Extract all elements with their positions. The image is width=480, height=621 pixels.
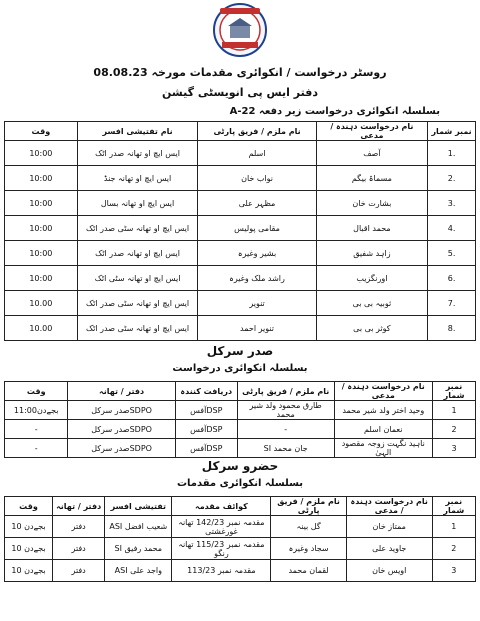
- cell-time: 10:00: [5, 241, 78, 266]
- cell-applicant: جاوید علی: [346, 538, 432, 560]
- cell-time: -: [5, 420, 68, 439]
- cell-applicant: اویس خان: [346, 560, 432, 582]
- cell-accused: لقمان محمد: [271, 560, 346, 582]
- cell-no: 1.: [428, 141, 476, 166]
- cell-time: -: [5, 439, 68, 458]
- table-row: [5, 291, 476, 316]
- cell-case: مقدمہ نمبر 115/23 تھانہ رنگو: [172, 538, 271, 560]
- cell-office: SDPOصدر سرکل: [68, 420, 175, 439]
- cell-no: 1: [433, 401, 476, 420]
- cell-inquirer: DSPآفس: [175, 439, 237, 458]
- table-row: [5, 538, 476, 560]
- table-investigation-requests: [4, 121, 476, 341]
- cell-applicant: زاہد شفیق: [316, 241, 427, 266]
- cell-accused: سجاد وغیرہ: [271, 538, 346, 560]
- col-officer: نام تفتیشی افسر: [77, 122, 198, 141]
- cell-time: 10.00: [5, 316, 78, 341]
- cell-applicant: آصف: [316, 141, 427, 166]
- cell-applicant: بشارت خان: [316, 191, 427, 216]
- office-title: دفتر ایس پی انویسٹی گیشن: [162, 86, 318, 99]
- cell-no: 2.: [428, 166, 476, 191]
- cell-officer: ایس ایچ او تھانہ سٹی اٹک: [77, 266, 198, 291]
- cell-officer: محمد رفیق SI: [105, 538, 172, 560]
- cell-officer: ایس ایچ او تھانہ سٹی صدر اٹک: [77, 316, 198, 341]
- cell-applicant: وحید اختر ولد شیر محمد: [334, 401, 433, 420]
- cell-officer: شعیب افضل ASI: [105, 516, 172, 538]
- cell-accused: مقامی پولیس: [198, 216, 316, 241]
- table-row: [5, 241, 476, 266]
- cell-office: دفتر: [53, 560, 105, 582]
- cell-no: 5.: [428, 241, 476, 266]
- cell-applicant: مسماۃ بیگم: [316, 166, 427, 191]
- col-accused: نام ملزم / فریق پارٹی: [271, 497, 346, 516]
- cell-no: 1: [432, 516, 475, 538]
- table-row: [5, 141, 476, 166]
- col-applicant: نام درخواست دہندہ / مدعی: [334, 382, 433, 401]
- cell-accused: نواب خان: [198, 166, 316, 191]
- table-row: [5, 166, 476, 191]
- col-officer: تفتیشی افسر: [105, 497, 172, 516]
- cell-applicant: کوثر بی بی: [316, 316, 427, 341]
- cell-officer: واجد علی ASI: [105, 560, 172, 582]
- cell-time: 11:00بجےدن: [5, 401, 68, 420]
- section2-title: صدر سرکل: [206, 344, 274, 358]
- table-row: [5, 316, 476, 341]
- table-row: [5, 216, 476, 241]
- cell-officer: ایس ایچ او تھانہ سٹی صدر اٹک: [77, 291, 198, 316]
- cell-accused: تنویر احمد: [198, 316, 316, 341]
- section1-subtitle: بسلسلہ انکوائری درخواست زیر دفعہ A-22: [229, 106, 440, 117]
- cell-accused: گل بینہ: [271, 516, 346, 538]
- cell-time: 10 بجےدن: [5, 516, 53, 538]
- cell-time: 10 بجےدن: [5, 560, 53, 582]
- cell-office: SDPOصدر سرکل: [68, 401, 175, 420]
- cell-no: 3: [433, 439, 476, 458]
- cell-accused: اسلم: [198, 141, 316, 166]
- cell-officer: ایس ایچ او تھانہ بسال: [77, 191, 198, 216]
- table-row: [5, 420, 476, 439]
- cell-time: 10:00: [5, 141, 78, 166]
- cell-no: 4.: [428, 216, 476, 241]
- col-applicant: نام درخواست دہندہ / مدعی: [316, 122, 427, 141]
- table-hazro-circle: [4, 496, 476, 582]
- col-accused: نام ملزم / فریق پارٹی: [237, 382, 334, 401]
- cell-applicant: ممتاز خان: [346, 516, 432, 538]
- table-row: [5, 191, 476, 216]
- col-applicant: نام درخواست دہندہ / مدعی: [346, 497, 432, 516]
- cell-accused: طارق محمود ولد شیر محمد: [237, 401, 334, 420]
- table-header-row: [5, 122, 476, 141]
- cell-time: 10.00: [5, 291, 78, 316]
- cell-office: دفتر: [53, 538, 105, 560]
- col-office: دفتر / تھانہ: [53, 497, 105, 516]
- cell-case: مقدمہ نمبر 113/23: [172, 560, 271, 582]
- section3-subtitle: بسلسلہ انکوائری مقدمات: [176, 478, 304, 489]
- cell-accused: راشد ملک وغیرہ: [198, 266, 316, 291]
- table-row: [5, 516, 476, 538]
- cell-accused: -: [237, 420, 334, 439]
- cell-no: 3: [432, 560, 475, 582]
- table-sadar-circle: [4, 381, 476, 458]
- cell-applicant: اورنگزیب: [316, 266, 427, 291]
- cell-case: مقدمہ نمبر 142/23 تھانہ غورغشتی: [172, 516, 271, 538]
- district-police-logo: [212, 2, 268, 58]
- cell-no: 7.: [428, 291, 476, 316]
- roster-title: روسٹر درخواست / انکوائری مقدمات مورخہ 08.08.23: [93, 66, 387, 79]
- table-header-row: [5, 497, 476, 516]
- cell-time: 10 بجےدن: [5, 538, 53, 560]
- col-office: دفتر / تھانہ: [68, 382, 175, 401]
- cell-no: 2: [433, 420, 476, 439]
- cell-no: 2: [432, 538, 475, 560]
- cell-applicant: ثوبیہ بی بی: [316, 291, 427, 316]
- cell-applicant: ناہید نگہت زوجہ مقصود الہیٰ: [334, 439, 433, 458]
- cell-applicant: نعمان اسلم: [334, 420, 433, 439]
- cell-applicant: محمد اقبال: [316, 216, 427, 241]
- cell-no: 3.: [428, 191, 476, 216]
- col-case: کوائف مقدمہ: [172, 497, 271, 516]
- col-inquirer: دریافت کنندہ: [175, 382, 237, 401]
- col-serial: نمبر شمار: [432, 497, 475, 516]
- cell-no: 8.: [428, 316, 476, 341]
- cell-time: 10:00: [5, 266, 78, 291]
- table-row: [5, 266, 476, 291]
- cell-officer: ایس ایچ او تھانہ جنڈ: [77, 166, 198, 191]
- col-time: وقت: [5, 382, 68, 401]
- col-accused: نام ملزم / فریق پارٹی: [198, 122, 316, 141]
- cell-officer: ایس ایچ او تھانہ صدر اٹک: [77, 141, 198, 166]
- cell-office: دفتر: [53, 516, 105, 538]
- col-serial: نمبر شمار: [428, 122, 476, 141]
- cell-accused: مظہر علی: [198, 191, 316, 216]
- cell-accused: جان محمد SI: [237, 439, 334, 458]
- cell-office: SDPOصدر سرکل: [68, 439, 175, 458]
- cell-time: 10:00: [5, 166, 78, 191]
- table-row: [5, 560, 476, 582]
- section3-title: حضرو سرکل: [201, 459, 279, 473]
- table-row: [5, 401, 476, 420]
- cell-accused: تنویر: [198, 291, 316, 316]
- cell-inquirer: DSPآفس: [175, 420, 237, 439]
- cell-officer: ایس ایچ او تھانہ سٹی صدر اٹک: [77, 216, 198, 241]
- table-header-row: [5, 382, 476, 401]
- cell-officer: ایس ایچ او تھانہ صدر اٹک: [77, 241, 198, 266]
- cell-no: 6.: [428, 266, 476, 291]
- col-serial: نمبر شمار: [433, 382, 476, 401]
- col-time: وقت: [5, 122, 78, 141]
- cell-time: 10:00: [5, 191, 78, 216]
- table-row: [5, 439, 476, 458]
- col-time: وقت: [5, 497, 53, 516]
- section2-subtitle: بسلسلہ انکوائری درخواست: [172, 363, 308, 374]
- cell-accused: بشیر وغیرہ: [198, 241, 316, 266]
- cell-time: 10:00: [5, 216, 78, 241]
- cell-inquirer: DSPآفس: [175, 401, 237, 420]
